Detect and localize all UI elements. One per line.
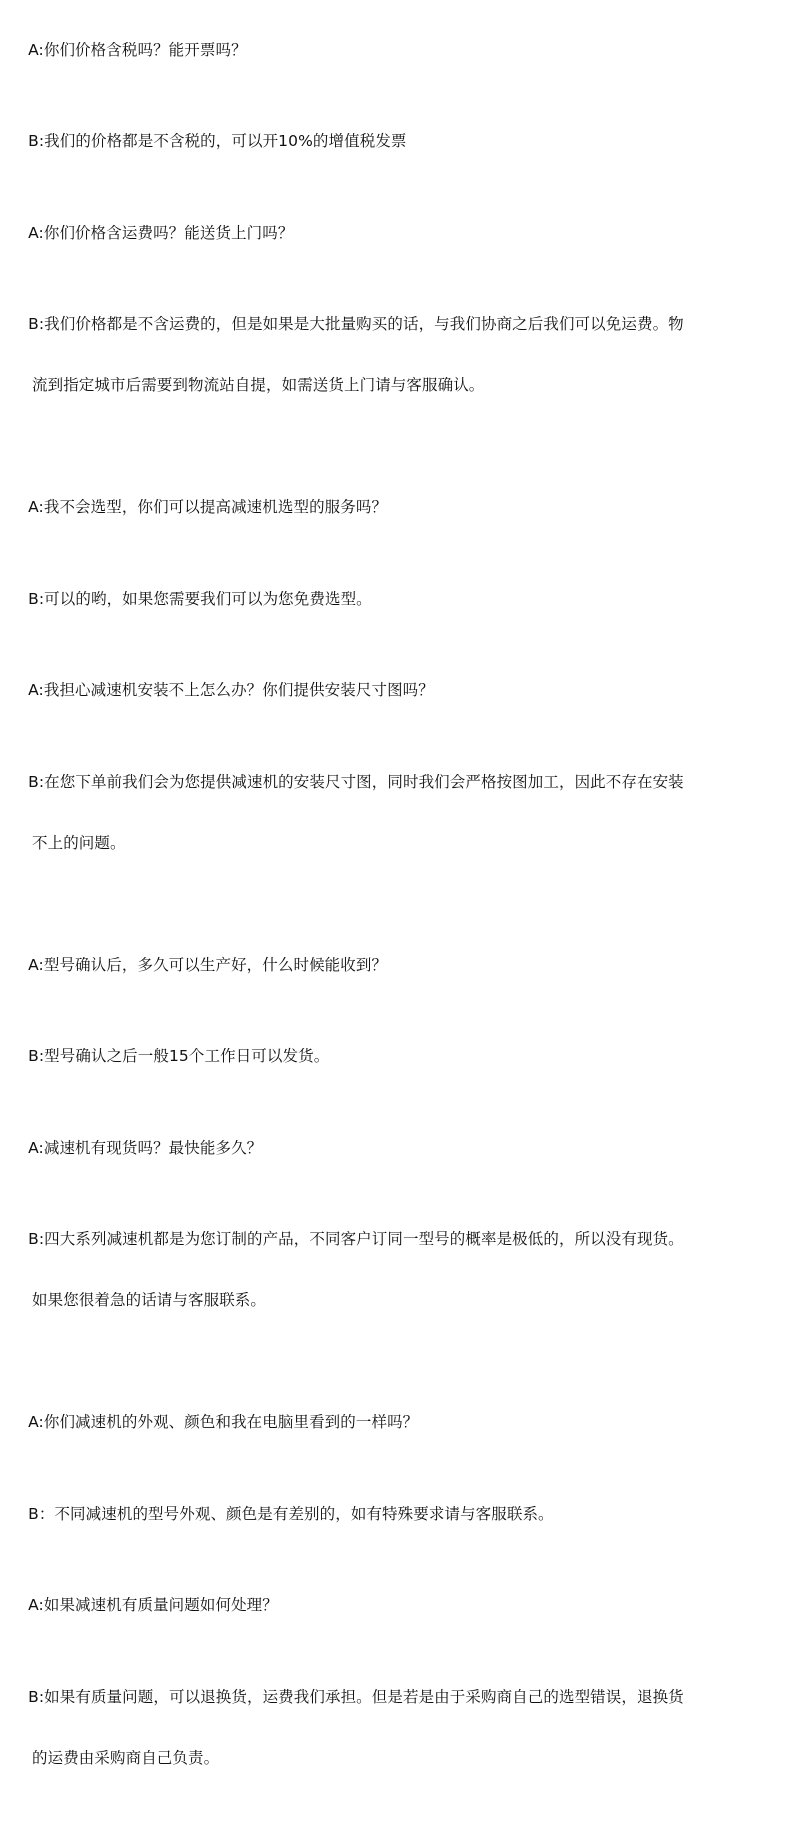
qa-line-text: B:可以的哟，如果您需要我们可以为您免费选型。	[28, 589, 372, 608]
qa-line-12	[8, 1194, 774, 1377]
qa-line-text: A:如果减速机有质量问题如何处理？	[28, 1596, 278, 1614]
qa-line-continuation: 流到指定城市后需要到物流站自提，如需送货上门请与客服确认。	[32, 376, 485, 394]
qa-line-16	[8, 1651, 774, 1834]
qa-line-text: A:型号确认后，多久可以生产好，什么时候能收到？	[28, 955, 388, 974]
qa-line-2	[8, 96, 774, 188]
qa-line-14	[8, 1468, 774, 1560]
qa-line-7	[8, 645, 774, 737]
qa-line-text: B:我们的价格都是不含税的，可以开10%的增值税发票	[28, 132, 407, 150]
qa-line-text: B:四大系列减速机都是为您订制的产品，不同客户订同一型号的概率是极低的，所以没有现货。	[28, 1230, 684, 1248]
qa-line-text: B:如果有质量问题，可以退换货，运费我们承担。但是若是由于采购商自己的选型错误，退换货	[28, 1687, 684, 1706]
qa-line-continuation: 如果您很着急的话请与客服联系。	[32, 1291, 267, 1309]
qa-line-text: B:型号确认之后一般15个工作日可以发货。	[28, 1047, 330, 1065]
qa-line-13	[8, 1377, 774, 1469]
qa-line-4	[8, 279, 774, 462]
qa-line-text: A:我担心减速机安装不上怎么办？你们提供安装尺寸图吗？	[28, 681, 434, 699]
qa-line-1	[8, 4, 774, 96]
qa-line-text: A:你们价格含运费吗？能送货上门吗？	[28, 223, 294, 242]
qa-line-6	[8, 553, 774, 645]
qa-line-text: A:减速机有现货吗？最快能多久？	[28, 1138, 263, 1157]
qa-line-5	[8, 462, 774, 554]
qa-line-9	[8, 919, 774, 1011]
qa-line-8	[8, 736, 774, 919]
qa-line-text: A:我不会选型，你们可以提高减速机选型的服务吗？	[28, 498, 388, 516]
qa-line-continuation: 不上的问题。	[32, 833, 126, 852]
qa-line-text: A:你们减速机的外观、颜色和我在电脑里看到的一样吗？	[28, 1413, 419, 1431]
qa-line-10	[8, 1011, 774, 1103]
qa-line-15	[8, 1560, 774, 1652]
qa-line-text: B：不同减速机的型号外观、颜色是有差别的，如有特殊要求请与客服联系。	[28, 1504, 554, 1523]
qa-line-text: A:你们价格含税吗？能开票吗？	[28, 40, 247, 59]
qa-line-continuation: 的运费由采购商自己负责。	[32, 1748, 220, 1767]
qa-line-11	[8, 1102, 774, 1194]
qa-line-text: B:我们价格都是不含运费的，但是如果是大批量购买的话，与我们协商之后我们可以免运费。物	[28, 315, 684, 333]
qa-line-text: B:在您下单前我们会为您提供减速机的安装尺寸图，同时我们会严格按图加工，因此不存在安装	[28, 772, 684, 791]
qa-line-3	[8, 187, 774, 279]
